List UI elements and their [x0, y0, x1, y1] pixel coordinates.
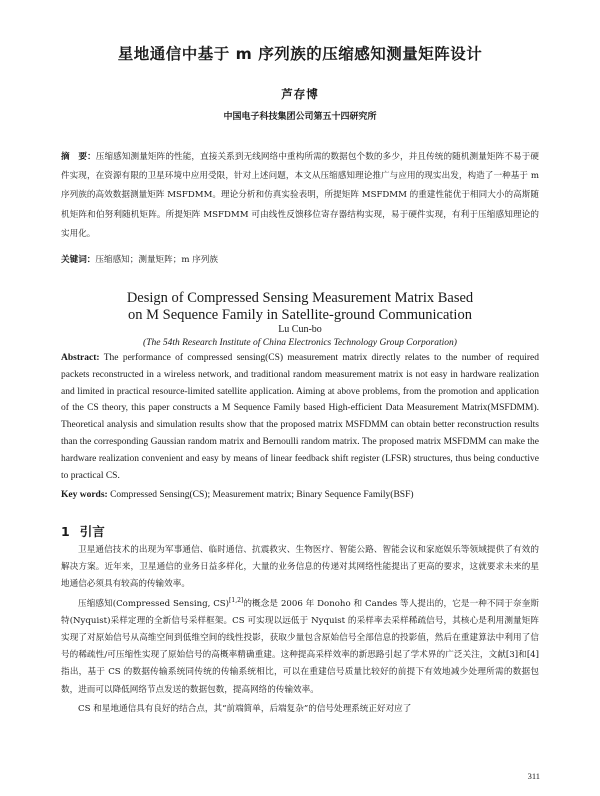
institution-cn: 中国电子科技集团公司第五十四研究所	[223, 112, 377, 122]
institution-en: (The 54th Research Institute of China Electronics Technology Group Corporation)	[143, 338, 457, 348]
keywords-text-cn: 压缩感知；测量矩阵；m 序列族	[95, 255, 218, 265]
paper-title-en-line2: on M Sequence Family in Satellite-ground Communication	[128, 307, 472, 323]
author-name-cn: 芦存博	[281, 87, 319, 101]
keywords-label-cn: 关键词：	[61, 255, 96, 265]
paper-title-cn: 星地通信中基于 m 序列族的压缩感知测量矩阵设计	[117, 45, 483, 63]
body-paragraph-3: CS 和星地通信具有良好的结合点，其“前端简单，后端复杂”的信号处理系统正好对应了	[78, 703, 412, 714]
citation-superscript: [1,2]	[229, 596, 244, 604]
keywords-text-en: Compressed Sensing(CS); Measurement matrix; Binary Sequence Family(BSF)	[110, 490, 414, 500]
body-paragraph-2-start: 压缩感知(Compressed Sensing, CS)	[78, 598, 230, 609]
abstract-text-cn: 压缩感知测量矩阵的性能，直接关系到无线网络中重构所需的数据包个数的多少，并且传统的随机测量矩阵不易于硬件实现，在资源有限的卫星环境中应用受限，针对上述问题，本文从压缩感知理论推广与应用的现实出发，构造了一种基于 m 序列族的高效数据测量矩阵 MSFDMM。理论分析和仿真实验表明，所提矩阵 MSFDMM 的重建性能优于相同大小的高斯随机矩阵和伯努利随机矩阵。所提矩阵 MSFDMM 可由线性反馈移位寄存器结构实现，易于硬件实现，有利于压缩感知理论的实用化。	[61, 152, 539, 239]
abstract-text-en: The performance of compressed sensing(CS) measurement matrix directly relates to the number of required packets reconstructed in a wireless network, and traditional random measurement matrix is not easy in hardware realization and limited in practical resource-limited satellite application. Aiming at above problems, from the promotion and application of the CS theory, this paper constructs a M Sequence Family based High-efficient Data Measurement Matrix(MSFDMM). Theoretical analysis and simulation results show that the proposed matrix MSFDMM can obtain better reconstruction results than the corresponding Gaussian random matrix and Bernoulli random matrix. The proposed matrix MSFDMM can make the hardware realization convenient and easy by means of linear feedback shift register (LFSR) structures, thus being conductive to practical CS.	[61, 353, 539, 481]
keywords-en	[61, 488, 539, 502]
body-paragraph-1: 卫星通信技术的出现为军事通信、临时通信、抗震救灾、生物医疗、智能公路、智能会议和家庭娱乐等领域提供了有效的解决方案。近年来，卫星通信的业务日益多样化，大量的业务信息的传递对其网络性能提出了更高的要求，这就要求未来的星地通信必须具有较高的传输效率。	[61, 545, 539, 590]
abstract-label-cn: 摘 要：	[61, 152, 96, 162]
abstract-cn	[61, 148, 539, 244]
paper-title-en	[0, 290, 600, 324]
keywords-cn	[61, 253, 539, 267]
paper-title-en-line1: Design of Compressed Sensing Measurement Matrix Based	[126, 290, 474, 306]
section-heading	[61, 522, 105, 540]
body-paragraph-2	[61, 596, 539, 699]
section-title: 引言	[79, 524, 105, 539]
page-number: 311	[527, 771, 540, 781]
author-name-en: Lu Cun-bo	[278, 324, 322, 335]
body-text	[61, 542, 539, 718]
abstract-label-en: Abstract:	[61, 353, 100, 363]
section-number: 1	[61, 524, 70, 539]
keywords-label-en: Key words:	[61, 490, 108, 500]
body-paragraph-2-rest: 的概念是 2006 年 Donoho 和 Candes 等人提出的，它是一种不同于奈奎斯特(Nyquist)采样定理的全新信号采样框架。CS 可实现以远低于 Nyquist 的采样率去采样稀疏信号，其核心是利用测量矩阵实现了对原始信号从高维空间到低维空间的线性投影，获取少量包含原始信号全部信息的投影值，然后在重建算法中利用了信号的稀疏性/可压缩性实现了原始信号的高概率精确重建。这种提高采样效率的新思路引起了学术界的广泛关注，文献[3]和[4]指出，基于 CS 的数据传输系统同传统的传输系统相比，可以在重建信号质量比较好的前提下有效地减少处理所需的数据包数，进而可以降低网络节点发送的数据包数，提高网络的传输效率。	[61, 598, 539, 695]
abstract-en	[61, 350, 539, 484]
